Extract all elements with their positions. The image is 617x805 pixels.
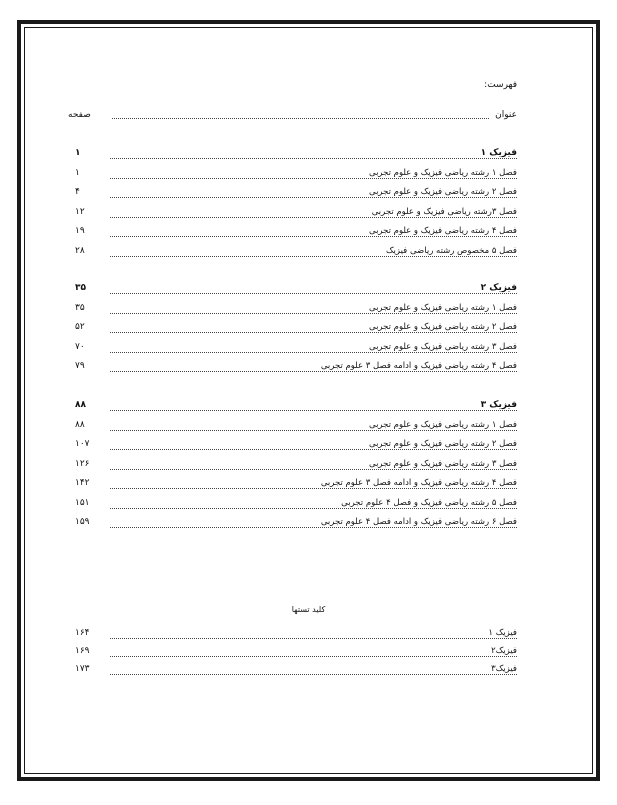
toc-entry-label: فصل ۱ رشته ریاضی فیزیک و علوم تجربی [368,302,517,313]
dot-leader [110,488,517,489]
toc-entry-label: فصل ۱ رشته ریاضی فیزیک و علوم تجربی [368,167,517,178]
toc-entry-leader [110,420,517,434]
toc-entry-leader [110,517,517,531]
toc-entry-page-number: ۵۲ [75,322,85,332]
answer-key-entry-page-number: ۱۷۳ [75,664,90,674]
dot-leader [110,449,517,450]
toc-entry-page-number: ۱۲۶ [75,458,90,469]
answer-key-entry-leader [110,628,517,642]
dot-leader [110,674,517,675]
toc-entry-label: فصل ۳رشته ریاضی فیزیک و علوم تجربی [371,206,517,217]
toc-entry-page-number: ۱۰۷ [75,439,90,449]
toc-entry-leader [110,246,517,260]
toc-entry-leader [110,207,517,221]
answer-key-entry-label: فیزیک ۱ [488,628,517,638]
toc-entry-page-number: ۷۹ [75,361,85,371]
answer-keys-title: کلید تستها [291,605,326,614]
answer-key-entry-leader [110,646,517,660]
toc-entry-leader [110,342,517,356]
dot-leader [110,469,517,470]
toc-entry-page-number: ۲۸ [75,245,85,256]
dot-leader [110,293,517,294]
answer-key-entry-page-number: ۱۶۴ [75,628,90,638]
dot-leader [110,332,517,333]
toc-entry-label: فصل ۵ رشته ریاضی فیزیک و فصل ۴ علوم تجربی [341,497,517,508]
toc-entry-page-number: ۷۰ [75,341,85,352]
toc-section-heading-leader [110,283,517,297]
toc-entry-label: فصل ۲ رشته ریاضی فیزیک و علوم تجربی [368,187,517,197]
answer-key-entry-label: فیزیک۲ [491,646,517,656]
dot-leader [110,197,517,198]
column-title-header: عنوان [495,110,517,120]
toc-entry-leader [110,168,517,182]
toc-entry-leader [110,226,517,240]
dot-leader [110,236,517,237]
toc-entry-leader [110,187,517,201]
toc-entry-page-number: ۱ [75,167,80,178]
toc-entry-label: فصل ۴ رشته ریاضی فیزیک و ادامه فصل ۳ علوم تجربی [320,361,517,371]
toc-entry-page-number: ۱۵۱ [75,497,90,508]
answer-key-entry-label: فیزیک۳ [491,664,517,674]
toc-section-heading-leader [110,400,517,414]
toc-section-heading-leader [110,148,517,162]
toc-entry-label: فصل ۴ رشته ریاضی فیزیک و علوم تجربی [368,226,517,236]
dot-leader [110,313,517,314]
toc-entry-page-number: ۱۴۲ [75,478,90,488]
dot-leader [110,178,517,179]
toc-entry-page-number: ۱۲ [75,206,85,217]
toc-entry-page-number: ۸۸ [75,419,85,430]
toc-entry-leader [110,303,517,317]
toc-entry-label: فصل ۵ مخصوص رشته ریاضی فیزیک [385,245,517,256]
toc-entry-leader [110,361,517,375]
dot-leader [110,508,517,509]
dot-leader [110,256,517,257]
toc-section-heading-page-number: ۸۸ [75,400,86,410]
answer-key-entry-page-number: ۱۶۹ [75,646,90,656]
toc-section-heading-page-number: ۱ [75,148,81,158]
dot-leader [110,217,517,218]
toc-entry-label: فصل ۲ رشته ریاضی فیزیک و علوم تجربی [368,322,517,332]
toc-title: فهرست: [484,80,517,90]
header-leader [112,108,489,122]
toc-entry-page-number: ۱۵۹ [75,517,90,527]
dot-leader [110,410,517,411]
toc-entry-leader [110,322,517,336]
toc-section-heading-label: فیزیک ۳ [480,400,517,410]
toc-entry-label: فصل ۶ رشته ریاضی فیزیک و ادامه فصل ۴ علوم تجربی [320,517,517,527]
toc-entry-label: فصل ۴ رشته ریاضی فیزیک و ادامه فصل ۳ علوم تجربی [320,478,517,488]
answer-key-entry-leader [110,664,517,678]
toc-entry-page-number: ۴ [75,187,80,197]
toc-entry-leader [110,478,517,492]
dot-leader [110,638,517,639]
dot-leader [110,527,517,528]
toc-entry-page-number: ۱۹ [75,226,85,236]
column-page-header: صفحه [68,110,91,120]
toc-section-heading-page-number: ۳۵ [75,283,86,293]
dot-leader [110,656,517,657]
dot-leader [110,352,517,353]
toc-entry-leader [110,459,517,473]
toc-entry-leader [110,498,517,512]
toc-entry-label: فصل ۳ رشته ریاضی فیزیک و علوم تجربی [368,458,517,469]
toc-section-heading-label: فیزیک ۱ [480,148,517,158]
dot-leader [110,430,517,431]
dot-leader [110,371,517,372]
toc-entry-page-number: ۳۵ [75,302,85,313]
toc-entry-label: فصل ۱ رشته ریاضی فیزیک و علوم تجربی [368,419,517,430]
dot-leader [110,158,517,159]
toc-entry-label: فصل ۳ رشته ریاضی فیزیک و علوم تجربی [368,341,517,352]
toc-section-heading-label: فیزیک ۲ [480,283,517,293]
toc-entry-leader [110,439,517,453]
toc-entry-label: فصل ۲ رشته ریاضی فیزیک و علوم تجربی [368,439,517,449]
